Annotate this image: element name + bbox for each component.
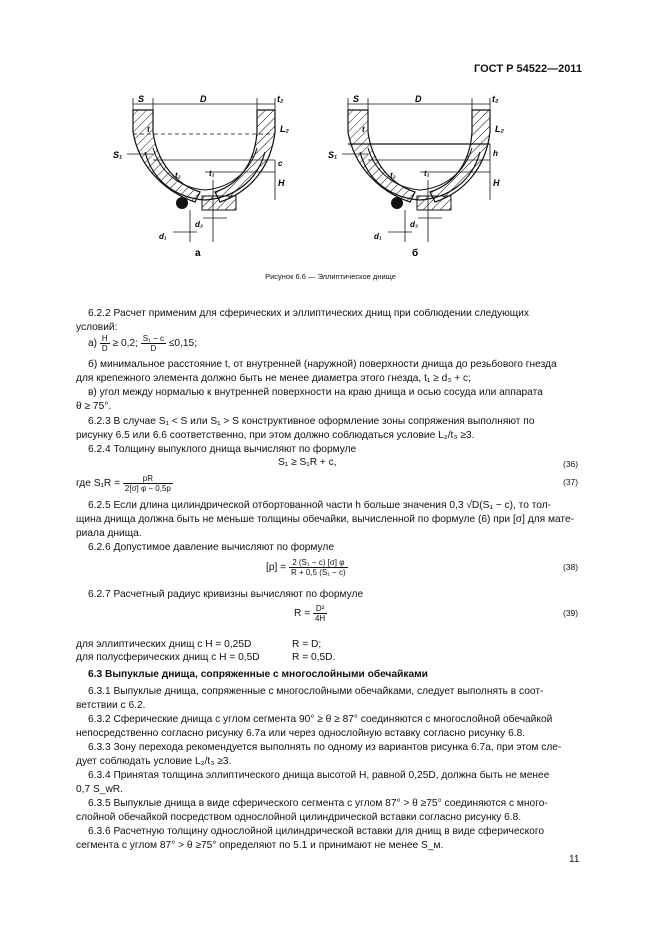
condition-b-line2: для крепежного элемента должно быть не менее диаметра этого гнезда, t₁ ≥ d₃ + c; xyxy=(76,373,471,384)
equation-37: где S₁R = $\frac{pR}{2[\sigma] \varphi - 0,5p}$ xyxy=(76,474,171,493)
para-6-2-2-cont: условий: xyxy=(76,322,118,333)
para-6-2-3: 6.2.3 В случае S₁ < S или S₁ > S конструктивное оформление зоны сопряжения выполняют по xyxy=(88,416,535,427)
equation-36: S₁ ≥ S₁R + c, xyxy=(278,457,337,468)
svg-text:h: h xyxy=(493,149,498,158)
para-6-3-2-cont: непосредственно согласно рисунку 6.7а или через однослойную вставку согласно рисунку 6.8. xyxy=(76,728,526,739)
fraction-eq38: $\frac{\text{2 (S₁ − c) [σ] φ}}{\text{R + 0,5 (S₁ − c)}}$ xyxy=(290,558,346,577)
para-6-3-1: 6.3.1 Выпуклые днища, сопряженные с многослойными обечайками, следует выполнять в соот- xyxy=(88,686,544,697)
fraction-eq37: $\frac{pR}{2[\sigma] \varphi - 0,5p}$ xyxy=(124,474,171,493)
svg-text:S: S xyxy=(353,94,360,104)
para-6-2-7: 6.2.7 Расчетный радиус кривизны вычисляют по формуле xyxy=(88,589,364,600)
para-6-2-3-cont: рисунку 6.5 или 6.6 соответственно, при этом должно соблюдаться условие L₂/t₃ ≥3. xyxy=(76,430,475,441)
svg-text:S: S xyxy=(138,94,145,104)
para-6-2-5: 6.2.5 Если длина цилиндрической отбортованной части h больше значения 0,3 √D(S₁ − c), то тол- xyxy=(88,500,552,511)
figure-view-a xyxy=(113,94,289,259)
para-6-3-3: 6.3.3 Зону перехода рекомендуется выполнять по одному из вариантов рисунка 6.7а, при этом сле- xyxy=(88,742,562,753)
equation-39: R = $\frac{\text{D²}}{4H}$ xyxy=(294,604,326,623)
para-6-2-2: 6.2.2 Расчет применим для сферических и эллиптических днищ при соблюдении следующих xyxy=(88,308,529,319)
elliptical-case: для эллиптических днищ с H = 0,25D xyxy=(76,639,252,650)
svg-text:t₁: t₁ xyxy=(209,169,215,178)
svg-text:H: H xyxy=(493,178,500,188)
svg-text:t₂: t₂ xyxy=(390,171,396,180)
figure-label-a: а xyxy=(195,248,201,259)
para-6-3-2: 6.3.2 Сферические днища с углом сегмента 90° ≥ θ ≥ 87° соединяются с многослойной обечайкой xyxy=(88,714,553,725)
equation-38: [p] = $\frac{\text{2 (S₁ − c) [σ] φ}}{\text{R + 0,5 (S₁ − c)}}$ xyxy=(266,558,346,577)
condition-c-line1: в) угол между нормалью к внутренней поверхности на краю днища и осью сосуда или аппарата xyxy=(88,387,543,398)
para-6-2-5-cont2: риала днища. xyxy=(76,528,142,539)
equation-38-number: (38) xyxy=(563,562,579,572)
para-6-3-4-cont: 0,7 S_wR. xyxy=(76,784,123,795)
svg-text:H: H xyxy=(278,178,285,188)
svg-text:L₂: L₂ xyxy=(495,124,504,134)
equation-37-number: (37) xyxy=(563,477,579,487)
svg-text:S₁: S₁ xyxy=(328,150,338,160)
para-6-3-3-cont: дует соблюдать условие L₂/t₃ ≥3. xyxy=(76,756,232,767)
equation-39-number: (39) xyxy=(563,608,579,618)
condition-a: а) $\frac{H}{D}$ ≥ 0,2; $\frac{\text{S₁ − c}}{D}$ ≤0,15; xyxy=(88,334,198,353)
figure-caption: Рисунок 6.6 — Эллиптическое днище xyxy=(265,272,396,281)
para-6-3-5: 6.3.5 Выпуклые днища в виде сферического сегмента с углом 87° > θ ≥75° соединяются с много- xyxy=(88,798,548,809)
hemispherical-case: для полусферических днищ с H = 0,5D xyxy=(76,652,260,663)
svg-text:t: t xyxy=(147,125,150,134)
para-6-3-6-cont: сегмента с углом 87° > θ ≥75° определяют по 5.1 и принимают не менее S_м. xyxy=(76,840,444,851)
para-6-3-4: 6.3.4 Принятая толщина эллиптического днища высотой H, равной 0,25D, должна быть не менее xyxy=(88,770,550,781)
para-6-3-1-cont: ветствии с 6.2. xyxy=(76,700,146,711)
condition-b-line1: б) минимальное расстояние t, от внутренней (наружной) поверхности днища до резьбового гнезда xyxy=(88,359,557,370)
figure-elliptical-head xyxy=(105,92,545,264)
svg-text:d₃: d₃ xyxy=(195,220,203,229)
condition-a-marker: а) xyxy=(88,338,98,350)
figure-label-b: б xyxy=(412,248,419,259)
svg-text:D: D xyxy=(200,94,207,104)
fraction-eq39: $\frac{\text{D²}}{4H}$ xyxy=(314,604,326,623)
svg-text:d₁: d₁ xyxy=(374,232,382,241)
figure-view-b xyxy=(328,94,504,259)
svg-text:D: D xyxy=(415,94,422,104)
para-6-3-6: 6.3.6 Расчетную толщину однослойной цилиндрической вставки для днищ в виде сферического xyxy=(88,826,545,837)
svg-text:t: t xyxy=(362,125,365,134)
svg-text:S₁: S₁ xyxy=(113,150,123,160)
svg-text:d₁: d₁ xyxy=(159,232,167,241)
svg-text:t₂: t₂ xyxy=(175,171,181,180)
svg-text:t₂: t₂ xyxy=(277,94,284,104)
svg-text:t₂: t₂ xyxy=(492,94,499,104)
para-6-2-5-cont1: щина днища должна быть не меньше толщины обечайки, вычисленной по формуле (6) при [σ] для мате- xyxy=(76,514,575,525)
fraction-s1c-d: $\frac{\text{S₁ − c}}{D}$ xyxy=(142,334,164,353)
para-6-3-5-cont: слойной обечайкой посредством однослойной цилиндрической вставки согласно рисунку 6.8. xyxy=(76,812,522,823)
hemispherical-case-result: R = 0,5D. xyxy=(292,652,336,663)
para-6-2-4: 6.2.4 Толщину выпуклого днища вычисляют по формуле xyxy=(88,444,357,455)
elliptical-case-result: R = D; xyxy=(292,639,322,650)
para-6-2-6: 6.2.6 Допустимое давление вычисляют по формуле xyxy=(88,542,335,553)
svg-text:t₁: t₁ xyxy=(424,169,430,178)
fraction-h-d: $\frac{H}{D}$ xyxy=(101,334,108,353)
svg-text:d₃: d₃ xyxy=(410,220,418,229)
svg-text:L₂: L₂ xyxy=(280,124,289,134)
section-6-3-heading: 6.3 Выпуклые днища, сопряженные с многослойными обечайками xyxy=(88,669,428,680)
svg-text:c: c xyxy=(278,159,283,168)
equation-36-number: (36) xyxy=(563,459,579,469)
page-number: 11 xyxy=(569,854,580,865)
condition-c-line2: θ ≥ 75°. xyxy=(76,401,112,412)
page-header: ГОСТ Р 54522—2011 xyxy=(474,63,582,75)
